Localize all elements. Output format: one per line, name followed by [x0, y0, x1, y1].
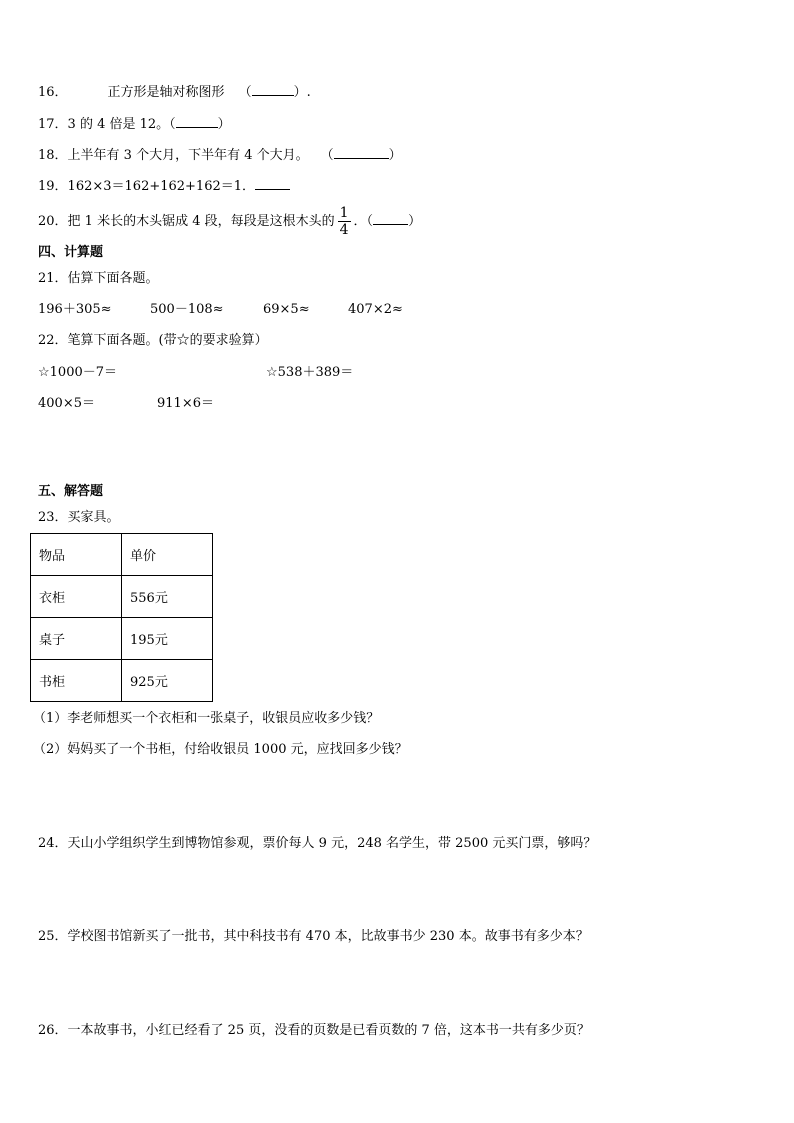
calculation-item: ☆1000－7＝ [38, 365, 118, 380]
question-number: 25． [38, 929, 68, 944]
answer-blank[interactable] [176, 115, 218, 128]
estimate-item: 69×5≈ [263, 302, 310, 317]
question-number: 17． [38, 117, 68, 132]
table-row [31, 660, 213, 702]
furniture-price-table [30, 533, 213, 702]
calculation-item: 400×5＝ [38, 396, 95, 411]
question-number: 22． [38, 333, 68, 348]
question-number: 18． [38, 148, 68, 163]
answer-blank[interactable] [373, 212, 408, 225]
table-row [31, 576, 213, 618]
answer-blank[interactable] [334, 146, 389, 159]
question-number: 16． [38, 85, 68, 100]
question-text: 正方形是轴对称图形 [107, 85, 225, 100]
section-5-title: 五、解答题 [38, 484, 104, 499]
question-text: 把 1 米长的木头锯成 4 段，每段是这根木头的 [67, 214, 335, 229]
question-text: 一本故事书，小红已经看了 25 页，没看的页数是已看页数的 7 倍，这本书一共有多少页？ [67, 1023, 590, 1038]
table-cell: 衣柜 [31, 576, 122, 618]
question-24 [38, 835, 596, 853]
question-23 [38, 509, 120, 527]
question-22 [38, 332, 268, 350]
table-header-row [31, 534, 213, 576]
estimate-item: 500－108≈ [150, 302, 224, 317]
question-number: 19． [38, 179, 68, 194]
question-23-sub-2: （2）妈妈买了一个书柜，付给收银员 1000 元，应找回多少钱？ [33, 742, 408, 757]
question-text: 上半年有 3 个大月，下半年有 4 个大月。 [67, 148, 309, 163]
section-4-title: 四、计算题 [38, 245, 104, 260]
calculation-item: 911×6＝ [157, 396, 214, 411]
table-cell: 桌子 [31, 618, 122, 660]
question-17: 17．3 的 4 倍是 12。（ ） [38, 117, 231, 132]
table-cell: 书柜 [31, 660, 122, 702]
question-number: 24． [38, 836, 68, 851]
table-cell: 925元 [122, 660, 213, 702]
answer-blank[interactable] [252, 83, 294, 96]
question-text: 天山小学组织学生到博物馆参观，票价每人 9 元，248 名学生，带 2500 元买门票，够吗？ [67, 836, 597, 851]
question-23-sub-1: （1）李老师想买一个衣柜和一张桌子，收银员应收多少钱？ [33, 711, 380, 726]
question-20: 20．把 1 米长的木头锯成 4 段，每段是这根木头的 $\frac{1}{4}$ ．（ ） [38, 205, 422, 238]
question-18: 18．上半年有 3 个大月，下半年有 4 个大月。 （ ） [38, 148, 402, 163]
question-number: 26． [38, 1023, 68, 1038]
question-text: 3 的 4 倍是 12。（ [67, 117, 176, 132]
estimate-item: 196＋305≈ [38, 302, 112, 317]
question-text: 162×3＝162+162+162＝1． [67, 179, 256, 194]
question-19 [38, 177, 290, 196]
question-21 [38, 270, 159, 288]
table-cell: 556元 [122, 576, 213, 618]
estimate-item: 407×2≈ [348, 302, 403, 317]
question-text: 笔算下面各题。(带☆的要求验算） [67, 333, 268, 348]
header-cell: 单价 [122, 534, 213, 576]
fraction-one-quarter: $\frac{1}{4}$ [339, 205, 349, 238]
question-text: 估算下面各题。 [67, 271, 159, 286]
table-cell: 195元 [122, 618, 213, 660]
table-row [31, 618, 213, 660]
question-number: 23． [38, 510, 68, 525]
question-25 [38, 928, 589, 946]
question-16: 16． 正方形是轴对称图形 （ ）. [38, 85, 311, 100]
question-text: 学校图书馆新买了一批书，其中科技书有 470 本，比故事书少 230 本。故事书有多少本？ [67, 929, 589, 944]
calculation-item: ☆538＋389＝ [266, 365, 354, 380]
question-number: 20． [38, 214, 68, 229]
question-text: 买家具。 [67, 510, 120, 525]
question-number: 21． [38, 271, 68, 286]
answer-blank[interactable] [255, 177, 290, 190]
question-26 [38, 1022, 590, 1040]
header-cell: 物品 [31, 534, 122, 576]
